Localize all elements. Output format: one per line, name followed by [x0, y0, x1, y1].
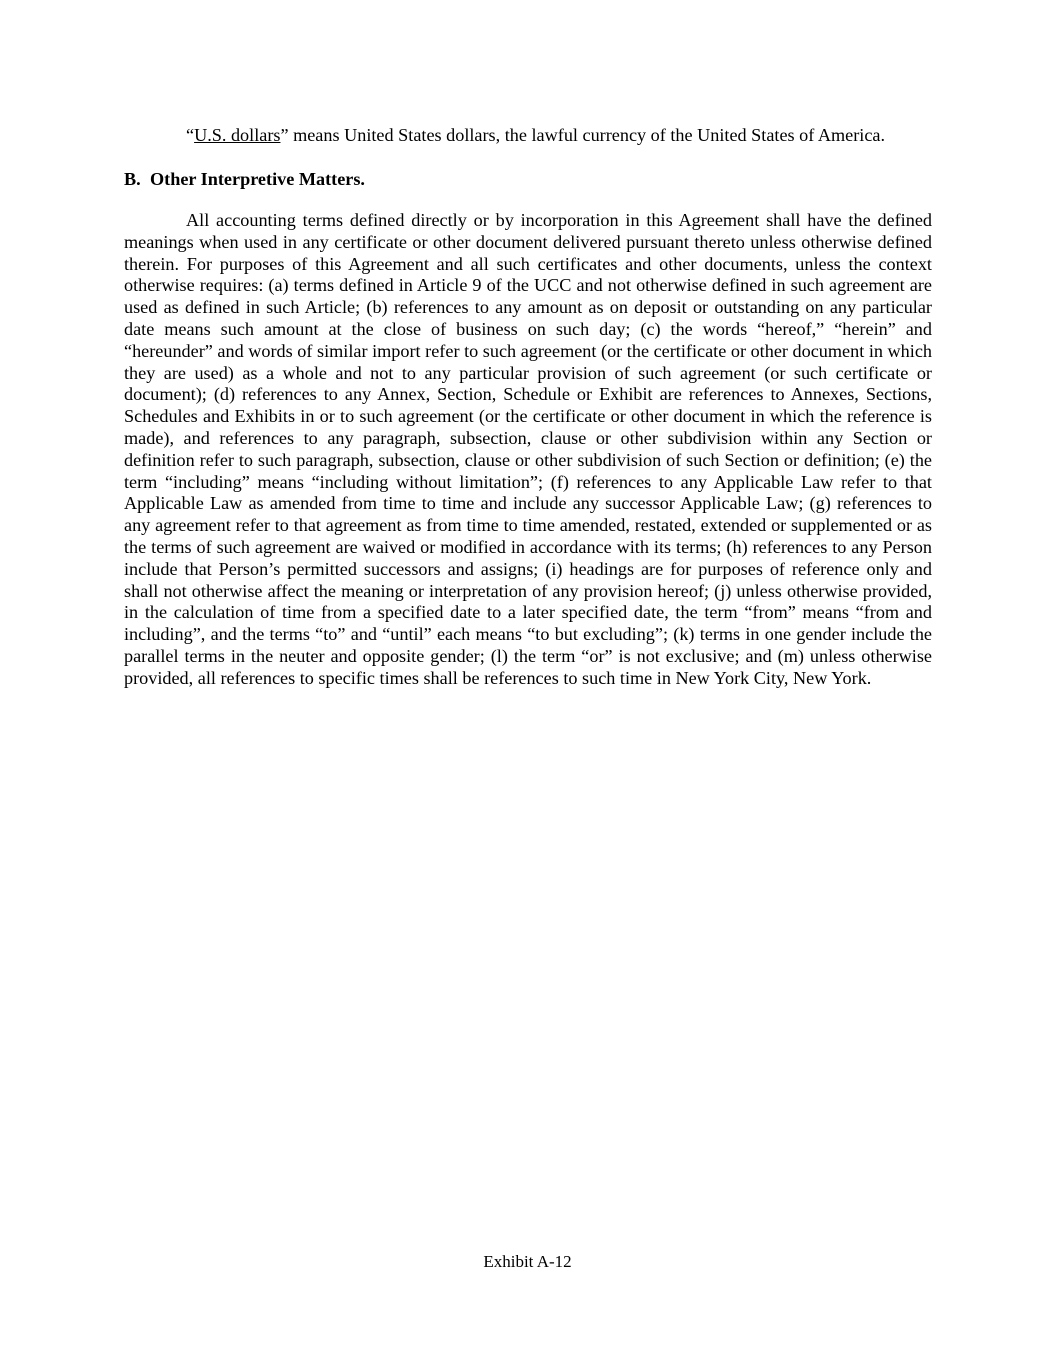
definition-text: ” means United States dollars, the lawful currency of the United States of America. [280, 125, 886, 145]
page-footer: Exhibit A-12 [483, 1252, 572, 1271]
section-number: B. [124, 169, 141, 189]
definition-open-quote: “ [186, 125, 195, 145]
section-heading [124, 168, 365, 190]
interpretive-matters-paragraph: All accounting terms defined directly or by incorporation in this Agreement shall have the defined meanings when used in any certificate or other document delivered pursuant thereto unless otherwise defined therein. For purposes of this Agreement and all such certificates and other documents, unless the context otherwise requires: (a) terms defined in Article 9 of the UCC and not otherwise defined in such agreement are used as defined in such Article; (b) references to any amount as on deposit or outstanding on any particular date means such amount at the close of business on such day; (c) the words “hereof,” “herein” and “hereunder” and words of similar import refer to such agreement (or the certificate or other document in which they are used) as a whole and not to any particular provision of such agreement (or such certificate or document); (d) references to any Annex, Section, Schedule or Exhibit are references to Annexes, Sections, Schedules and Exhibits in or to such agreement (or the certificate or other document in which the reference is made), and references to any paragraph, subsection, clause or other subdivision within any Section or definition refer to such paragraph, subsection, clause or other subdivision of such Section or definition; (e) the term “including” means “including without limitation”; (f) references to any Applicable Law refer to that Applicable Law as amended from time to time and include any successor Applicable Law; (g) references to any agreement refer to that agreement as from time to time amended, restated, extended or supplemented or as the terms of such agreement are waived or modified in accordance with its terms; (h) references to any Person include that Person’s permitted successors and assigns; (i) headings are for purposes of reference only and shall not otherwise affect the meaning or interpretation of any provision hereof; (j) unless otherwise provided, in the calculation of time from a specified date to a later specified date, the term “from” means “from and including”, and the terms “to” and “until” each means “to but excluding”; (k) terms in one gender include the parallel terms in the neuter and opposite gender; (l) the term “or” is not exclusive; and (m) unless otherwise provided, all references to specific times shall be references to such time in New York City, New York. [124, 210, 932, 688]
defined-term: U.S. dollars [194, 125, 281, 145]
section-title: Other Interpretive Matters. [150, 169, 365, 189]
definition-us-dollars [124, 124, 932, 146]
